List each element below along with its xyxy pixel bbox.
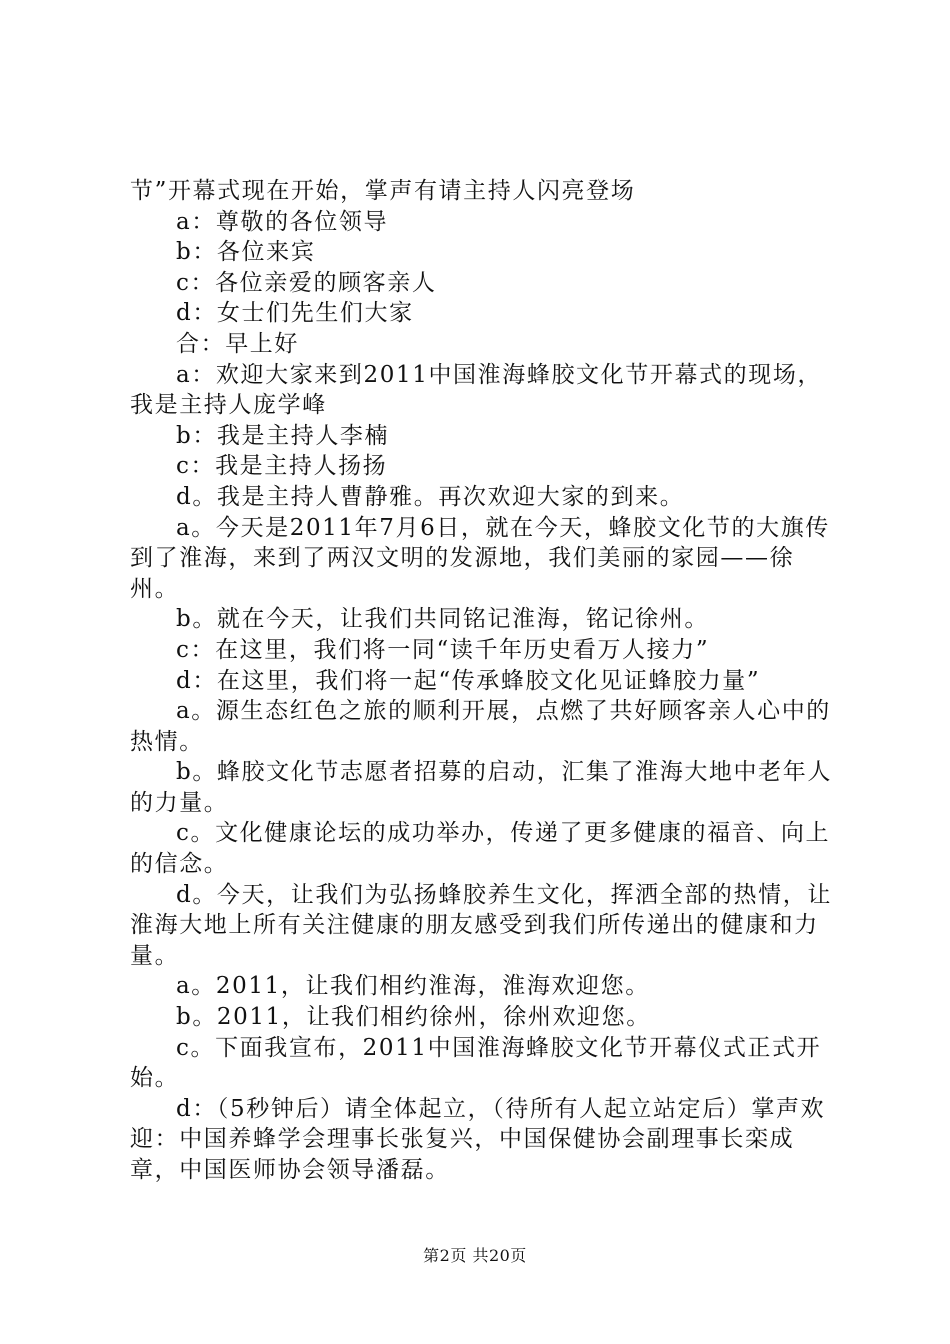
paragraph: a：欢迎大家来到2011中国淮海蜂胶文化节开幕式的现场，我是主持人庞学峰 (130, 361, 823, 419)
paragraph: b。就在今天，让我们共同铭记淮海，铭记徐州。 (176, 606, 709, 633)
paragraph: a。今天是2011年7月6日，就在今天，蜂胶文化节的大旗传到了淮海，来到了两汉文明的发源地，我们美丽的家园——徐州。 (130, 514, 830, 602)
paragraph: d：在这里，我们将一起“传承蜂胶文化见证蜂胶力量” (176, 667, 761, 694)
paragraph: b。蜂胶文化节志愿者招募的启动，汇集了淮海大地中老年人的力量。 (130, 759, 832, 816)
paragraph: c：在这里，我们将一同“读千年历史看万人接力” (176, 636, 710, 663)
page-number-footer: 第2页 共20页 (423, 1246, 527, 1265)
paragraph: d：女士们先生们大家 (176, 300, 414, 327)
paragraph: a。源生态红色之旅的顺利开展，点燃了共好顾客亲人心中的热情。 (130, 698, 831, 755)
paragraph: c。下面我宣布，2011中国淮海蜂胶文化节开幕仪式正式开始。 (130, 1034, 822, 1092)
paragraph: c：我是主持人扬扬 (176, 453, 388, 480)
document-body (130, 176, 838, 1186)
paragraph: a。2011，让我们相约淮海，淮海欢迎您。 (176, 973, 650, 1000)
paragraph: a：尊敬的各位领导 (176, 208, 389, 235)
paragraph: c。文化健康论坛的成功举办，传递了更多健康的福音、向上的信念。 (130, 820, 831, 878)
paragraph: b：各位来宾 (176, 239, 316, 266)
paragraph: d。今天，让我们为弘扬蜂胶养生文化，挥洒全部的热情，让淮海大地上所有关注健康的朋友感受到我们所传递出的健康和力量。 (130, 881, 832, 969)
paragraph: b。2011，让我们相约徐州，徐州欢迎您。 (176, 1004, 651, 1031)
paragraph: d。我是主持人曹静雅。再次欢迎大家的到来。 (176, 483, 685, 510)
paragraph: b：我是主持人李楠 (176, 422, 390, 449)
paragraph: d：（5秒钟后）请全体起立，（待所有人起立站定后）掌声欢迎：中国养蜂学会理事长张复兴，中国保健协会副理事长栾成章，中国医师协会领导潘磊。 (130, 1095, 826, 1183)
paragraph: 节”开幕式现在开始，掌声有请主持人闪亮登场 (130, 178, 636, 204)
paragraph: c：各位亲爱的顾客亲人 (176, 269, 437, 296)
paragraph: 合：早上好 (176, 330, 299, 357)
